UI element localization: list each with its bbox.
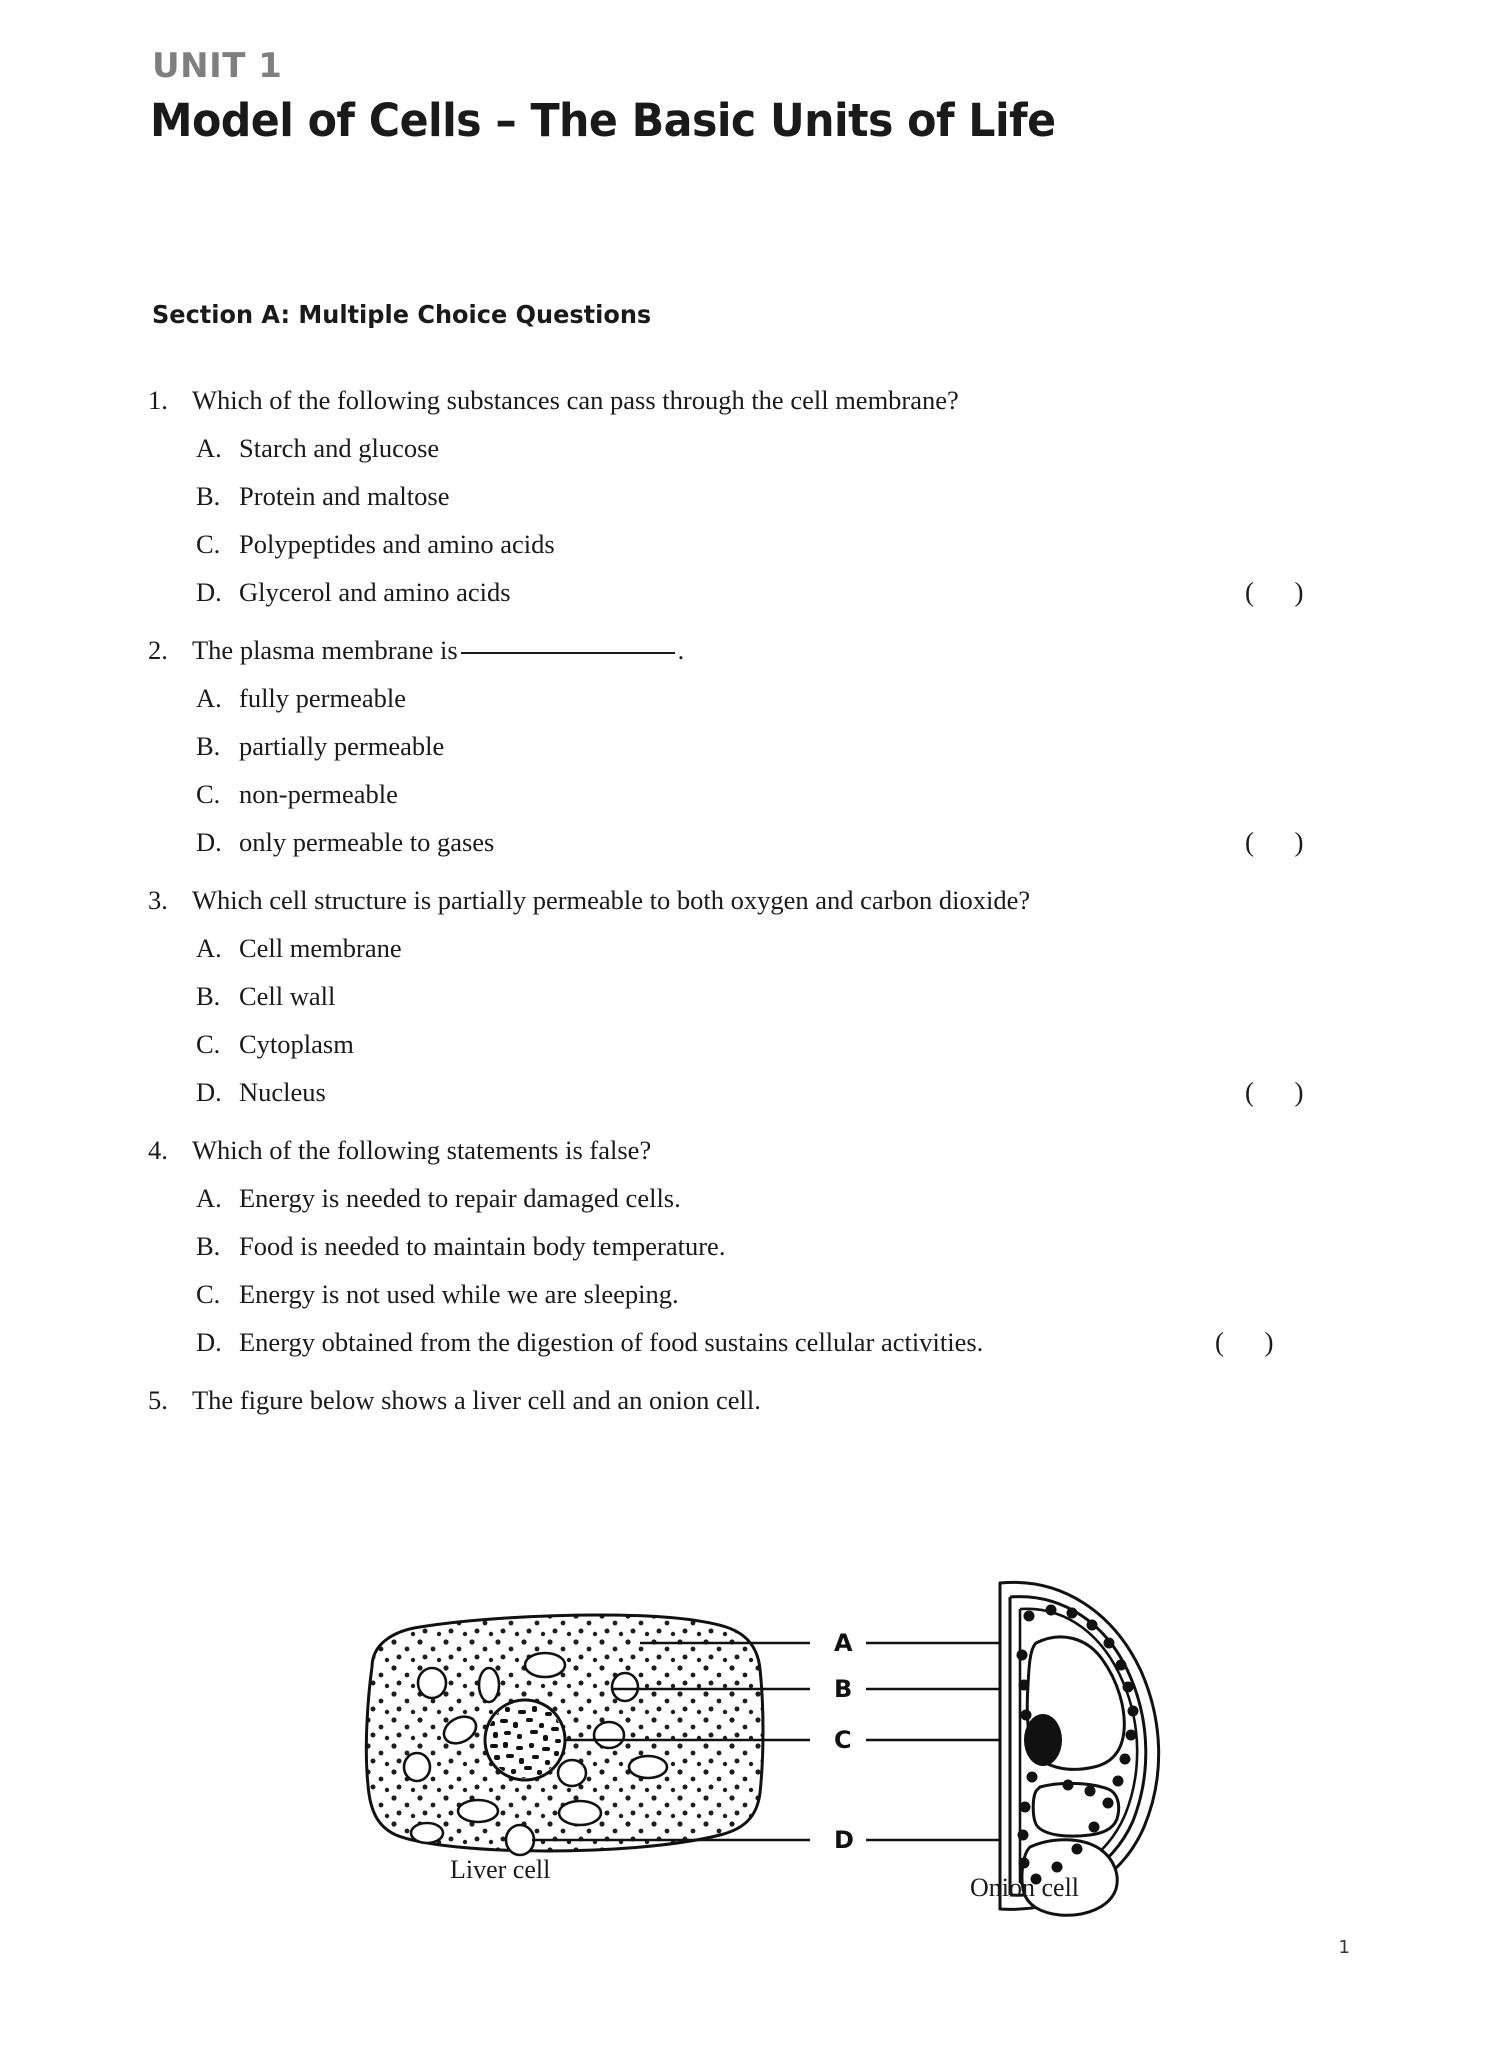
diagram-label-d: D [834,1826,854,1854]
option-row[interactable] [0,1270,1496,1318]
option-letter: C. [196,1029,221,1059]
option-letter: D. [196,827,222,857]
question-3 [0,876,1496,1116]
option-text: Food is needed to maintain body temperature. [239,1231,726,1261]
option-letter: D. [196,1327,222,1357]
option-letter: A. [196,933,222,963]
option-row[interactable] [0,818,1496,866]
question-number: 2. [148,635,168,665]
question-text-before-blank: The plasma membrane is [192,635,458,665]
diagram-label-b: B [834,1675,853,1703]
cell-diagram-figure [0,1455,1496,1935]
option-text: non-permeable [239,779,398,809]
section-heading: Section A: Multiple Choice Questions [152,300,652,329]
question-text: The figure below shows a liver cell and an onion cell. [192,1385,761,1415]
option-row[interactable] [0,1174,1496,1222]
option-letter: A. [196,683,222,713]
option-row[interactable] [0,972,1496,1020]
option-text: Polypeptides and amino acids [239,529,555,559]
option-letter: D. [196,577,222,607]
question-stem [0,1126,1496,1174]
option-text: Cytoplasm [239,1029,354,1059]
option-row[interactable] [0,568,1496,616]
option-text: Energy obtained from the digestion of food sustains cellular activities. [239,1327,984,1357]
option-text: partially permeable [239,731,445,761]
answer-bracket[interactable]: ( ) [1245,827,1304,857]
question-5 [0,1376,1496,1424]
page-number: 1 [1338,1937,1350,1958]
option-row[interactable] [0,1020,1496,1068]
option-letter: A. [196,433,222,463]
option-row[interactable] [0,472,1496,520]
option-row[interactable] [0,1222,1496,1270]
question-text: Which of the following statements is false? [192,1135,652,1165]
option-row[interactable] [0,424,1496,472]
answer-bracket[interactable]: ( ) [1245,1077,1304,1107]
option-text: Nucleus [239,1077,326,1107]
question-text: Which of the following substances can pass through the cell membrane? [192,385,959,415]
question-number: 4. [148,1135,168,1165]
question-stem [0,376,1496,424]
question-stem [0,876,1496,924]
option-row[interactable] [0,722,1496,770]
question-2 [0,626,1496,866]
diagram-label-c: C [834,1726,852,1754]
option-text: Protein and maltose [239,481,450,511]
option-letter: D. [196,1077,222,1107]
option-text: fully permeable [239,683,407,713]
option-letter: A. [196,1183,222,1213]
option-row[interactable] [0,924,1496,972]
onion-cell-caption: Onion cell [970,1873,1080,1902]
question-text-after-blank: . [677,635,685,665]
option-row[interactable] [0,520,1496,568]
option-letter: B. [196,1231,221,1261]
answer-bracket[interactable]: ( ) [1215,1327,1274,1357]
question-4 [0,1126,1496,1366]
question-number: 1. [148,385,168,415]
question-stem [0,1376,1496,1424]
liver-cell-caption: Liver cell [450,1855,551,1884]
option-text: Energy is not used while we are sleeping. [239,1279,679,1309]
option-letter: B. [196,731,221,761]
unit-label: UNIT 1 [152,46,283,86]
question-list [0,376,1496,1434]
option-text: Starch and glucose [239,433,440,463]
option-text: Cell membrane [239,933,402,963]
option-text: only permeable to gases [239,827,495,857]
question-number: 5. [148,1385,168,1415]
question-1 [0,376,1496,616]
option-row[interactable] [0,674,1496,722]
option-text: Cell wall [239,981,336,1011]
question-text: Which cell structure is partially permeable to both oxygen and carbon dioxide? [192,885,1031,915]
option-letter: C. [196,1279,221,1309]
option-row[interactable] [0,1318,1496,1366]
diagram-label-a: A [834,1629,853,1657]
option-letter: B. [196,981,221,1011]
question-text [192,626,684,674]
question-number: 3. [148,885,168,915]
onion-cell-drawing [1000,1582,1159,1915]
option-letter: B. [196,481,221,511]
answer-bracket[interactable]: ( ) [1245,577,1304,607]
option-row[interactable] [0,770,1496,818]
option-letter: C. [196,529,221,559]
page-title: Model of Cells – The Basic Units of Life [150,94,1056,147]
option-row[interactable] [0,1068,1496,1116]
option-text: Glycerol and amino acids [239,577,511,607]
fill-in-blank[interactable] [461,651,675,654]
cell-diagram-svg [0,1455,1496,1935]
question-stem [0,626,1496,674]
option-text: Energy is needed to repair damaged cells. [239,1183,681,1213]
option-letter: C. [196,779,221,809]
